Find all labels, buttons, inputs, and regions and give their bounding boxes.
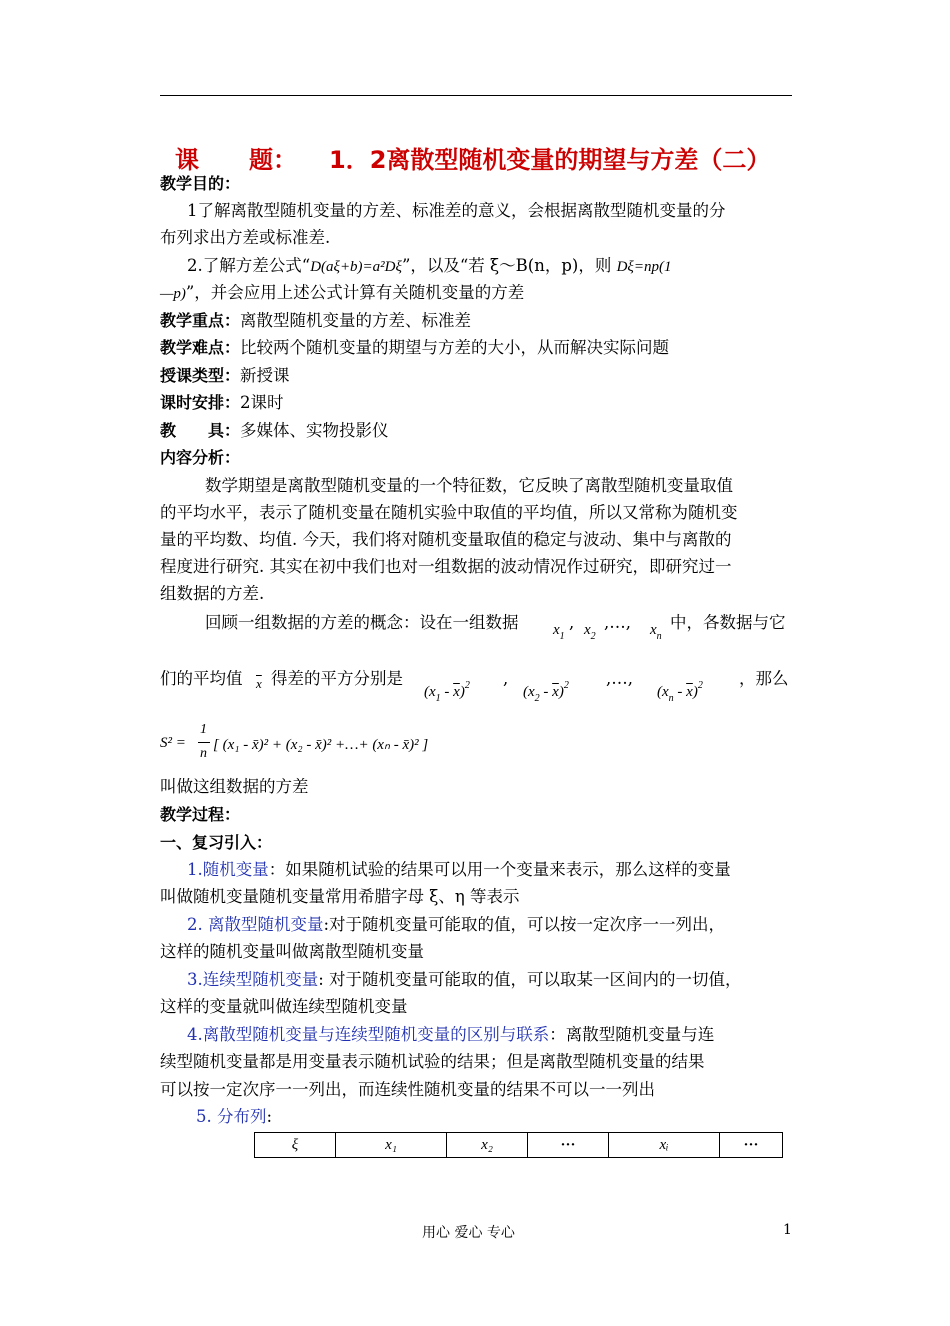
item-label: 2. 离散型随机变量	[187, 915, 324, 934]
ellipsis: ,…,	[606, 669, 633, 688]
formula-denominator: n	[200, 746, 207, 761]
meta-focus-value: 离散型随机变量的方差、标准差	[240, 311, 472, 330]
item-text: : 对于随机变量可能取的值，可以取某一区间内的一切值，	[318, 970, 742, 989]
item-text: ：离散型随机变量与连	[549, 1025, 715, 1044]
title-label-1: 课	[175, 146, 199, 174]
review-text-b: 中，各数据与它	[670, 613, 786, 632]
analysis-para-line: 的平均水平，表示了随机变量在随机实验中取值的平均值，所以又常称为随机变	[160, 503, 738, 522]
review-item-4	[187, 1021, 714, 1048]
item-label: 1.随机变量	[187, 860, 269, 879]
header-rule	[160, 95, 792, 96]
mean-symbol: $\overline{x}$	[256, 676, 262, 691]
goal-2-line-1	[187, 252, 671, 281]
analysis-para-line: 程度进行研究. 其实在初中我们也对一组数据的波动情况作过研究，即研究过一	[160, 557, 732, 576]
goal-2-line-2	[160, 279, 524, 308]
section-review-heading: 一、复习引入：	[160, 833, 273, 852]
comma: ,	[503, 669, 509, 688]
review-item-3	[187, 966, 742, 993]
analysis-para-line: 组数据的方差.	[160, 584, 265, 603]
dev-1: $(x_1 - \overline{x})^2$	[424, 680, 470, 704]
meta-difficulty	[160, 334, 669, 361]
data-xn: $x_n$	[650, 622, 662, 642]
formula-lhs: S² =	[160, 735, 186, 751]
table-cell: x₂	[447, 1133, 528, 1158]
item-label: 4.离散型随机变量与连续型随机变量的区别与联系	[187, 1025, 550, 1044]
variance-conclusion: 叫做这组数据的方差	[160, 777, 309, 796]
table-cell: ξ	[255, 1133, 336, 1158]
data-x1: $x_1$	[553, 622, 565, 642]
table-cell: ···	[528, 1133, 609, 1158]
mean-text-a: 们的平均值	[160, 669, 243, 688]
table-row	[255, 1133, 783, 1158]
meta-focus	[160, 307, 471, 334]
analysis-heading: 内容分析：	[160, 448, 241, 467]
meta-tools	[160, 417, 389, 444]
mean-text-b: 得差的平方分别是	[271, 669, 403, 688]
meta-type-key: 授课类型：	[160, 366, 241, 385]
review-item-1	[187, 856, 731, 883]
review-item-4-cont2: 可以按一定次序一一列出，而连续性随机变量的结果不可以一一列出	[160, 1080, 655, 1099]
goal-1-line-2: 布列求出方差或标准差.	[160, 228, 331, 247]
analysis-para-line: 数学期望是离散型随机变量的一个特征数，它反映了离散型随机变量取值	[205, 476, 733, 495]
ellipsis: ,…,	[604, 613, 631, 632]
goals-heading: 教学目的：	[160, 174, 241, 193]
data-x2: $x_2$	[584, 622, 596, 642]
dev-n: $(x_n - \overline{x})^2$	[657, 680, 703, 704]
goal-2-text-b: ”，以及“若 ξ～B(n，p)，则	[401, 256, 612, 275]
review-text-a: 回顾一组数据的方差的概念：设在一组数据	[205, 613, 519, 632]
title-label-2: 题：	[249, 146, 297, 174]
variance-formula: D(aξ+b)=a²Dξ	[310, 259, 402, 275]
page-number: 1	[783, 1222, 792, 1238]
mean-text-c: ，那么	[739, 669, 789, 688]
meta-difficulty-key: 教学难点：	[160, 338, 241, 357]
meta-type	[160, 362, 290, 389]
distribution-table	[254, 1132, 783, 1158]
goal-2-text-c: ”，并会应用上述公式计算有关随机变量的方差	[185, 283, 525, 302]
meta-focus-key: 教学重点：	[160, 311, 241, 330]
dev-2: $(x_2 - \overline{x})^2$	[523, 680, 569, 704]
review-item-2	[187, 911, 725, 938]
process-heading: 教学过程：	[160, 805, 241, 824]
goal-1-line-1: 1了解离散型随机变量的方差、标准差的意义，会根据离散型随机变量的分	[187, 201, 726, 220]
meta-type-value: 新授课	[240, 366, 290, 385]
meta-hours-value: 2课时	[240, 393, 284, 412]
review-item-2-cont: 这样的随机变量叫做离散型随机变量	[160, 942, 424, 961]
binomial-variance-formula: Dξ=np(1	[616, 259, 672, 275]
review-item-3-cont: 这样的变量就叫做连续型随机变量	[160, 997, 408, 1016]
comma: ,	[569, 613, 575, 632]
table-cell: xᵢ	[609, 1133, 720, 1158]
formula-rhs: [ (x₁ - x̄)² + (x₂ - x̄)² +…+ (xₙ - x̄)² ]	[213, 737, 429, 753]
item-label: 5. 分布列	[196, 1107, 267, 1126]
footer-motto: 用心 爱心 专心	[422, 1225, 515, 1241]
item-text: :对于随机变量可能取的值，可以按一定次序一一列出，	[323, 915, 726, 934]
item-text: :	[266, 1107, 273, 1126]
review-item-4-cont: 续型随机变量都是用变量表示随机试验的结果；但是离散型随机变量的结果	[160, 1052, 705, 1071]
goal-2-text-a: 2.了解方差公式“	[187, 256, 311, 275]
goal-2-formula-tail: —p)	[160, 286, 186, 302]
meta-tools-key: 教 具：	[160, 421, 241, 440]
review-item-5	[196, 1103, 272, 1130]
meta-hours-key: 课时安排：	[160, 393, 241, 412]
fraction-bar	[198, 742, 210, 743]
page-title	[175, 140, 770, 175]
meta-difficulty-value: 比较两个随机变量的期望与方差的大小，从而解决实际问题	[240, 338, 670, 357]
meta-tools-value: 多媒体、实物投影仪	[240, 421, 389, 440]
table-cell: ···	[720, 1133, 783, 1158]
review-item-1-cont: 叫做随机变量随机变量常用希腊字母 ξ、η 等表示	[160, 887, 520, 906]
formula-numerator: 1	[200, 722, 207, 737]
table-cell: x₁	[336, 1133, 447, 1158]
item-text: ：如果随机试验的结果可以用一个变量来表示，那么这样的变量	[268, 860, 731, 879]
analysis-para-line: 量的平均数、均值. 今天，我们将对随机变量取值的稳定与波动、集中与离散的	[160, 530, 732, 549]
meta-hours	[160, 389, 284, 416]
title-text: 1．2离散型随机变量的期望与方差（二）	[329, 146, 771, 174]
item-label: 3.连续型随机变量	[187, 970, 319, 989]
